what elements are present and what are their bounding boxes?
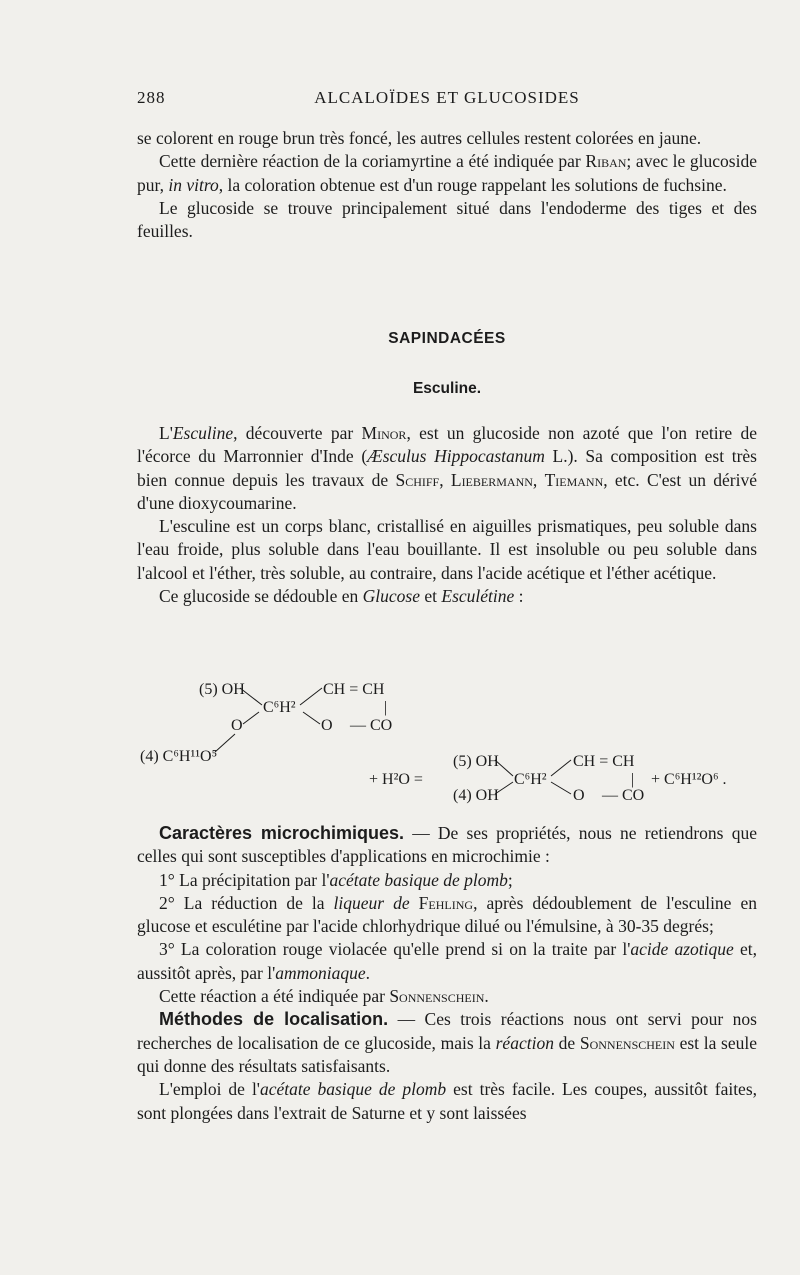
paragraph — [137, 127, 757, 150]
paragraph — [137, 197, 757, 244]
paragraph — [137, 869, 757, 892]
paragraph — [137, 422, 757, 515]
text-run: et, aussitôt après, par l' — [137, 939, 757, 983]
text-run: se colorent en rouge brun très foncé, les autres cellules restent colorées en jaune. — [137, 128, 702, 148]
r2-o-label: O — [573, 787, 585, 804]
page-number: 288 — [137, 88, 166, 107]
text-run: . — [484, 986, 489, 1007]
text-run: L.). Sa composition est très bien connue depuis les travaux de — [137, 446, 757, 490]
bond-line — [551, 782, 571, 794]
running-header — [137, 88, 757, 112]
paragraphs-esculine — [137, 422, 757, 608]
sugar-label: (4) C⁶H¹¹O⁵ — [140, 748, 218, 765]
paragraph — [137, 515, 757, 585]
text-run: — De ses propriétés, nous ne retiendrons que celles qui sont susceptibles d'applications en microchimie : — [137, 823, 757, 867]
text-run: Cette réaction a été indiquée par — [159, 986, 390, 1007]
paragraphs-coriamyrtine — [137, 127, 757, 243]
plus-water-label: + H²O = — [369, 771, 423, 788]
text-run: 1° La précipitation par l' — [159, 869, 330, 890]
text-run: — Ces trois réactions nous ont servi pour nos recherches de localisation de ce glucoside, mais la — [137, 1009, 757, 1053]
run-in-heading: Méthodes de localisation. — [159, 1009, 389, 1030]
text-run: Le glucoside se trouve principalement situé dans l'endoderme des tiges et des feuilles. — [137, 197, 757, 242]
author-name: Fehling — [418, 892, 474, 913]
bond-line — [300, 688, 322, 705]
text-run: de — [553, 1032, 580, 1053]
text-run: ; — [507, 869, 513, 890]
bond-line — [303, 712, 320, 724]
text-run: . — [365, 962, 371, 983]
italic-text: in vitro — [168, 174, 219, 195]
paragraph — [137, 150, 757, 197]
text-run: Cette dernière réaction de la coriamyrtine a été indiquée par — [159, 151, 586, 172]
italic-text: acétate basique de plomb — [329, 869, 508, 890]
text-run: L' — [159, 423, 173, 443]
r2-core-label: C⁶H² — [514, 771, 547, 788]
r1-o1-label: O — [231, 717, 243, 734]
text-run: L'emploi de l' — [159, 1079, 260, 1100]
r2-oh-top-label: (5) OH — [453, 753, 499, 770]
text-run: , — [439, 469, 451, 490]
italic-text: Esculétine — [441, 586, 515, 607]
author-name: Sonnenschein — [389, 986, 485, 1007]
paragraph — [137, 822, 757, 869]
r1-core-label: C⁶H² — [263, 699, 296, 716]
text-run: , — [532, 469, 545, 490]
running-title: ALCALOÏDES ET GLUCOSIDES — [314, 88, 580, 107]
bond-line — [243, 712, 259, 724]
paragraph — [137, 892, 757, 939]
italic-text: liqueur de — [333, 892, 410, 913]
text-run: ; avec le glucoside pur, — [137, 151, 757, 195]
paragraphs-microchimie — [137, 822, 757, 1125]
r2-plus-label: + C⁶H¹²O⁶ . — [651, 771, 727, 788]
text-run: et — [420, 586, 442, 607]
equation-diagram — [137, 672, 757, 812]
italic-text: acétate basique de plomb — [259, 1079, 447, 1100]
subsection-title: Esculine. — [412, 380, 482, 397]
section-title: SAPINDACÉES — [388, 330, 506, 347]
r2-co-label: — CO — [602, 787, 645, 804]
italic-text: ammoniaque — [275, 962, 366, 983]
text-run: , est un glucoside non azoté que l'on retire de l'écorce du Marronnier d'Inde ( — [137, 423, 758, 467]
text-run: , la coloration obtenue est d'un rouge rappelant les solutions de fuchsine. — [218, 174, 727, 195]
bond-line — [215, 734, 235, 752]
author-name: Schiff — [395, 469, 440, 490]
paragraph — [137, 585, 757, 608]
r1-bar: | — [384, 699, 388, 716]
r1-co-label: — CO — [350, 717, 393, 734]
text-run: est très facile. Les coupes, aussitôt faites, sont plongées dans l'extrait de Saturne et y sont laissées — [137, 1079, 758, 1123]
text-run: , après dédoublement de l'esculine en glucose et esculétine par l'acide chlorhydrique dilué ou l'émulsine, à 30-35 degrés; — [137, 892, 757, 937]
r2-chch-label: CH = CH — [573, 753, 635, 770]
r2-bar: | — [631, 771, 635, 788]
chemical-equation — [137, 672, 757, 812]
r1-chch-label: CH = CH — [323, 681, 385, 698]
text-run: , etc. C'est un dérivé d'une dioxycoumarine. — [137, 469, 758, 513]
text-run: Ce glucoside se dédouble en — [159, 586, 363, 607]
text-run: : — [514, 586, 524, 607]
r1-oh-label: (5) OH — [199, 681, 245, 698]
author-name: Liebermann — [450, 469, 533, 490]
text-run: 2° La réduction de la — [159, 892, 334, 913]
author-name: Minor — [361, 423, 407, 443]
paragraph — [137, 1078, 757, 1125]
run-in-heading: Caractères microchimiques. — [159, 823, 404, 843]
text-run — [410, 893, 419, 913]
italic-text: Glucose — [362, 586, 420, 607]
paragraph — [137, 1008, 757, 1078]
author-name: Riban — [585, 151, 627, 172]
text-run: , découverte par — [233, 423, 362, 443]
text-run: L'esculine est un corps blanc, cristallisé en aiguilles prismatiques, peu soluble dans l'eau froide, plus soluble dans l'eau bouillante. Il est insoluble ou peu soluble dans l'alcool et l'éther, très soluble, au contraire, dans l'acide acétique et l'éther acétique. — [137, 516, 757, 583]
author-name: Tiemann — [544, 469, 604, 490]
text-run: 3° La coloration rouge violacée qu'elle prend si on la traite par l' — [159, 939, 631, 960]
r1-o2-label: O — [321, 717, 333, 734]
r2-oh-bottom-label: (4) OH — [453, 787, 499, 804]
author-name: Sonnenschein — [579, 1032, 675, 1053]
bond-line — [551, 760, 571, 776]
italic-text: Esculine — [172, 423, 234, 443]
paragraph — [137, 985, 757, 1008]
italic-text: Æsculus Hippocastanum — [367, 446, 545, 467]
italic-text: acide azotique — [630, 939, 734, 960]
text-run: est la seule qui donne des résultats satisfaisants. — [137, 1032, 757, 1076]
italic-text: réaction — [495, 1032, 554, 1053]
paragraph — [137, 938, 757, 985]
